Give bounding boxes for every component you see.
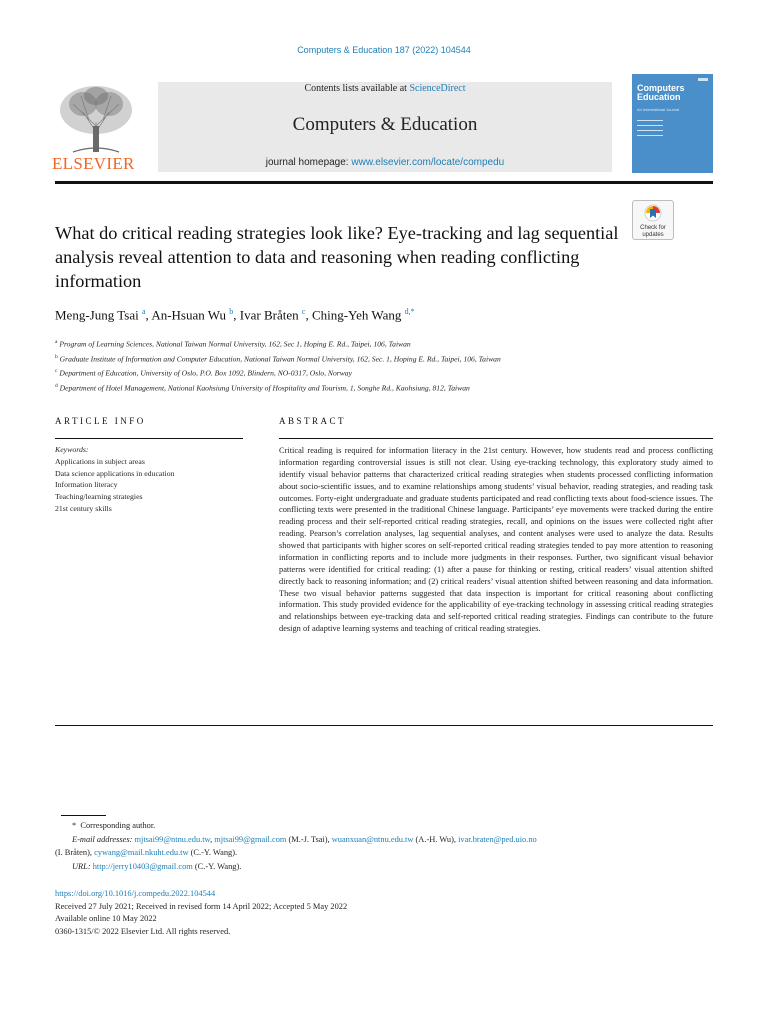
email-owner: (I. Bråten),: [55, 848, 92, 858]
abstract-rule: [279, 438, 713, 439]
affiliation-item: [55, 365, 695, 380]
keyword-item: Teaching/learning strategies: [55, 492, 143, 502]
cover-mark: [698, 78, 708, 81]
abstract-bottom-rule: [55, 725, 713, 726]
keyword-item: Information literacy: [55, 480, 118, 490]
url-owner: (C.-Y. Wang).: [194, 861, 242, 871]
cover-subtitle: An International Journal: [637, 107, 680, 112]
contents-prefix: Contents lists available at: [304, 83, 407, 94]
affiliation-mark: d: [55, 382, 58, 389]
doi-link[interactable]: https://doi.org/10.1016/j.compedu.2022.104544: [55, 889, 216, 898]
journal-homepage-line: [158, 157, 612, 168]
email-link[interactable]: wuanxuan@ntnu.edu.tw: [331, 834, 414, 844]
contents-lists-line: [158, 83, 612, 94]
check-updates-line1: Check for: [640, 225, 666, 231]
homepage-prefix: journal homepage:: [265, 157, 349, 168]
cover-title-line2: Education: [637, 92, 681, 102]
check-updates-label: [633, 225, 673, 238]
corresponding-label: Corresponding author.: [80, 821, 156, 830]
elsevier-wordmark: ELSEVIER: [52, 154, 135, 173]
affiliation-mark: a: [55, 339, 58, 345]
author-name[interactable]: An-Hsuan Wu: [151, 307, 227, 323]
cover-text-lines: [637, 120, 663, 140]
affiliation-item: [55, 380, 695, 395]
keywords-block: [55, 444, 243, 515]
check-for-updates-button[interactable]: [632, 200, 674, 240]
email-continuation: [55, 846, 713, 860]
check-updates-line2: updates: [642, 231, 664, 238]
email-link[interactable]: cywang@mail.nkuht.edu.tw: [94, 848, 189, 858]
affiliations: [55, 336, 695, 394]
author-affiliation-mark[interactable]: d,*: [404, 307, 415, 316]
author-name[interactable]: Ivar Bråten: [239, 307, 299, 323]
author-affiliation-mark[interactable]: a: [141, 307, 146, 316]
header-rule: [55, 181, 713, 184]
footnote-rule: [61, 815, 106, 816]
cover-title-line1: Computers: [637, 83, 685, 93]
journal-reference-link[interactable]: Computers & Education 187 (2022) 104544: [297, 45, 471, 55]
bookmark-ribbon-icon: [644, 204, 662, 222]
author-affiliation-mark[interactable]: b: [229, 307, 234, 316]
url-link[interactable]: http://jerry10403@gmail.com: [92, 861, 193, 871]
article-info-rule: [55, 438, 243, 439]
email-owner: (A.-H. Wu),: [415, 834, 456, 844]
affiliation-text: Department of Education, University of Oslo, P.O. Box 1092, Blindern, NO-0317, Oslo, Norway: [59, 368, 352, 378]
email-addresses: E-mail addresses: mjtsai99@ntnu.edu.tw, mjtsai99@gmail.com (M.-J. Tsai), wuanxuan@ntnu.edu.tw (A.-H. Wu), ivar.braten@ped.uio.no: [72, 834, 537, 844]
url-label: URL:: [72, 861, 91, 871]
url-note: [55, 860, 713, 874]
keywords-label: Keywords:: [55, 445, 89, 454]
corresponding-author-note: [55, 819, 713, 833]
article-title: What do critical reading strategies look like? Eye-tracking and lag sequential analysis reveal attention to data and reasoning when reading conflicting information: [55, 223, 619, 291]
email-label: E-mail addresses:: [72, 834, 133, 844]
abstract-text: Critical reading is required for information literacy in the 21st century. However, how students read and process conflicting information regarding controversial issues is still not clear. Using eye-tracking technology, this exploratory study aimed to identify visual behavior patterns that characterized critical reading strategies when students processed conflicting information about socio-scientific issues, and to examine relationships among students’ visual behavior, reading strategies, and reading task outcomes. Forty-eight undergraduate and graduate students participated and read conflicting texts about food-science issues. The conflicting texts were presented in the traditional Chinese language. Participants’ eye movements were tracked during the entire reading process and their self-reported critical reading strategies, recall, and opinions on the issues were collected right after reading. Pearson’s correlation analyses, lag sequential analyses, and content analyses were used to analyze the data. Results showed that participants with higher scores on self-reported critical reading strategies tended to pay more attention to reasoning information in conflicting reports and to include more judgments in their responses. Further, two significant visual behavior patterns were identified for critical reading: (1) after a pause for thinking or resting, critical readers’ visual attention shifted directly back to reasoning information; and (2) critical readers’ visual attention shifted between reasoning and data information. These two visual behavior patterns suggested that data inspection is important for critical reasoning about conflicting information. This study provided evidence for the applicability of eye-tracking technology in assessing critical reading strategies and relationships between eye-tracking data and self-reported critical reading strategies. Findings can contribute to the future design of adaptive learning systems and teaching of critical reading strategies.: [279, 446, 713, 634]
article-info-heading: ARTICLE INFO: [55, 416, 146, 426]
author-list: Meng-Jung Tsai $^a$, An-Hsuan Wu $^b$, Ivar Bråten $^c$, Ching-Yeh Wang $^{d,*}$: [55, 307, 415, 323]
keyword-item: 21st century skills: [55, 503, 112, 513]
footnote-star: *: [72, 821, 77, 830]
affiliation-text: Program of Learning Sciences, National Taiwan Normal University, 162, Sec 1, Hoping E. Rd., Taipei, 106, Taiwan: [59, 339, 411, 349]
cover-title: [637, 84, 685, 102]
publication-info: [55, 888, 713, 938]
journal-cover-thumbnail[interactable]: [632, 74, 713, 173]
abstract-heading: ABSTRACT: [279, 416, 347, 426]
affiliation-text: Graduate Institute of Information and Computer Education, National Taiwan Normal University, 162, Sec. 1, Hoping E. Rd., Taipei, 106, Taiwan: [59, 354, 501, 364]
affiliation-mark: b: [55, 353, 58, 360]
received-dates: Received 27 July 2021; Received in revised form 14 April 2022; Accepted 5 May 2022: [55, 901, 348, 911]
email-owner: (C.-Y. Wang).: [190, 848, 238, 858]
affiliation-text: Department of Hotel Management, National Kaohsiung University of Hospitality and Tourism, 1, Songhe Rd., Kaohsiung, 812, Taiwan: [59, 383, 470, 393]
email-link[interactable]: ivar.braten@ped.uio.no: [458, 834, 537, 844]
email-link[interactable]: mjtsai99@gmail.com: [214, 834, 287, 844]
journal-title: Computers & Education: [292, 114, 478, 135]
author-name[interactable]: Ching-Yeh Wang: [311, 307, 402, 323]
footnotes: [55, 819, 713, 873]
author-name[interactable]: Meng-Jung Tsai: [55, 307, 139, 323]
sciencedirect-link[interactable]: ScienceDirect: [409, 83, 466, 94]
author-affiliation-mark[interactable]: c: [301, 307, 306, 316]
keyword-item: Applications in subject areas: [55, 456, 145, 466]
journal-homepage-link[interactable]: www.elsevier.com/locate/compedu: [351, 157, 505, 168]
email-owner: (M.-J. Tsai),: [288, 834, 330, 844]
copyright-line: 0360-1315/© 2022 Elsevier Ltd. All rights reserved.: [55, 926, 231, 936]
available-online: Available online 10 May 2022: [55, 914, 157, 923]
keyword-item: Data science applications in education: [55, 468, 175, 478]
affiliation-item: [55, 336, 695, 351]
email-link[interactable]: mjtsai99@ntnu.edu.tw: [134, 834, 211, 844]
affiliation-item: [55, 351, 695, 366]
affiliation-mark: c: [55, 368, 58, 375]
